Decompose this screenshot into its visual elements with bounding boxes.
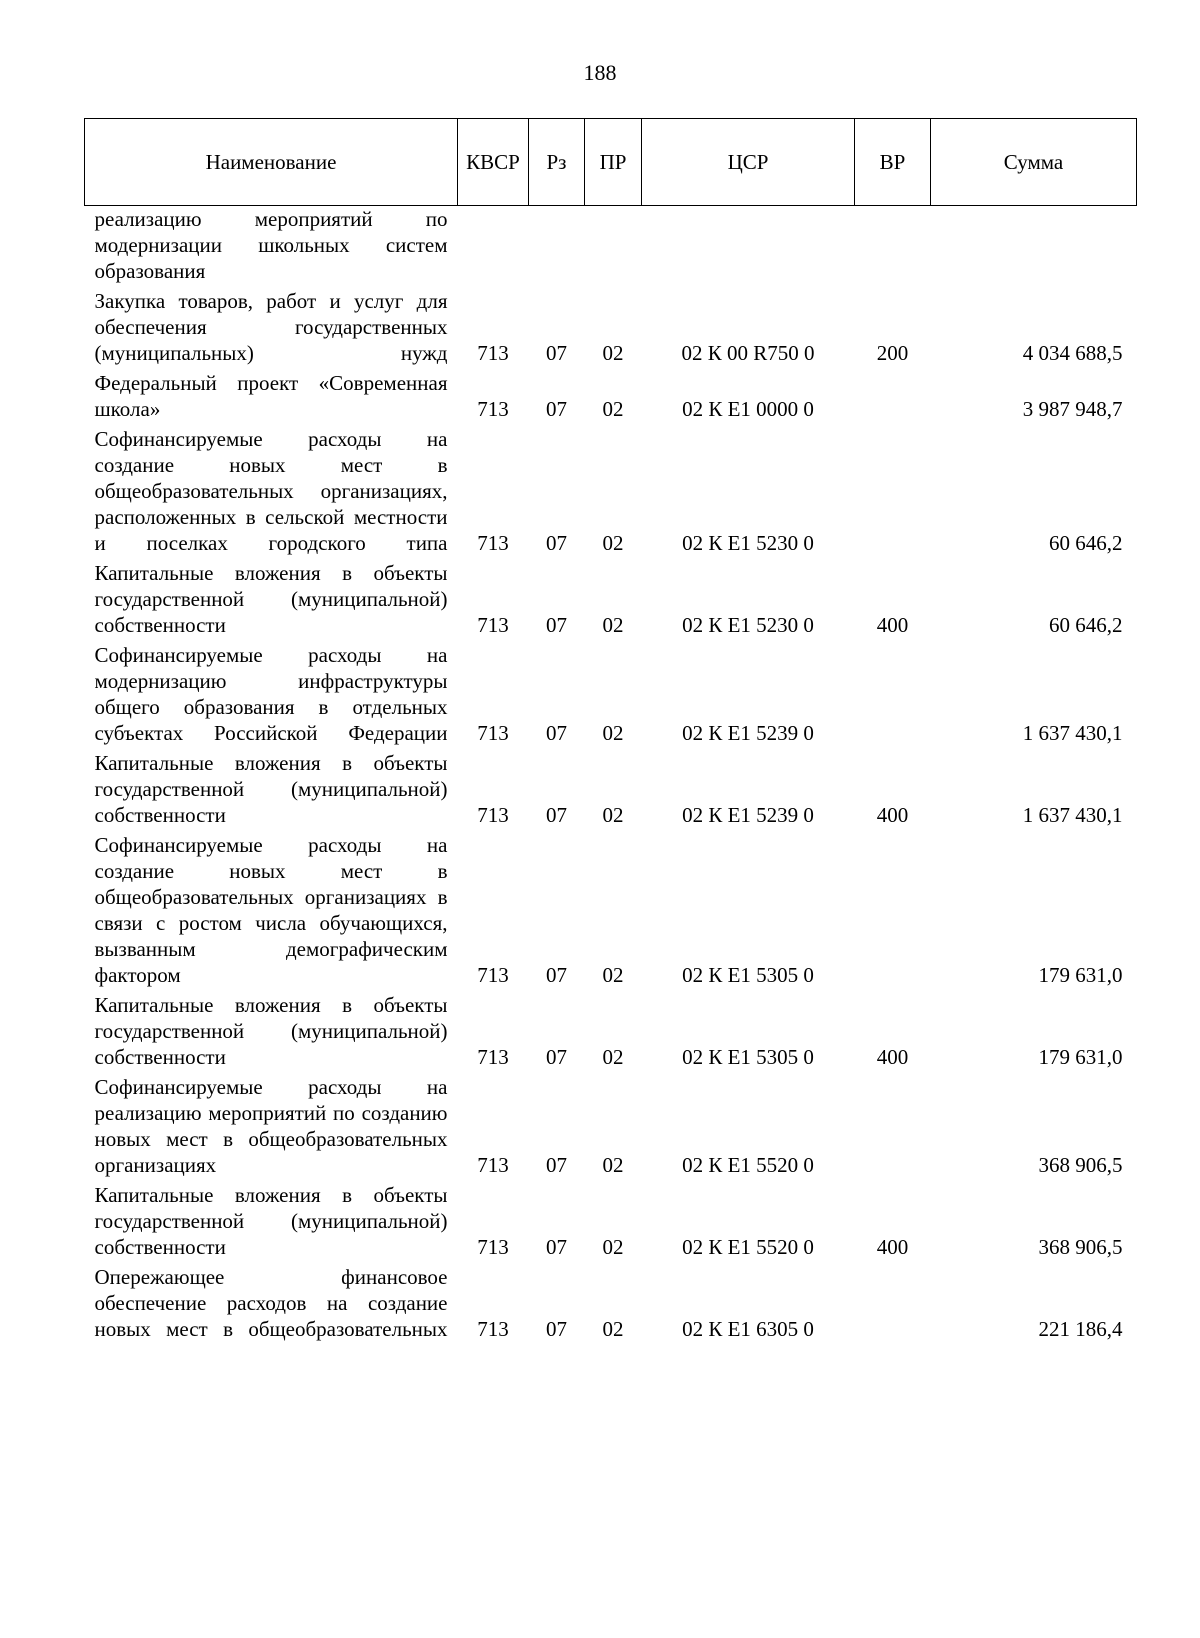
page-number: 188 xyxy=(583,60,617,85)
cell-csr: 02 К 00 R750 0 xyxy=(681,341,815,365)
cell-rz: 07 xyxy=(546,1045,567,1069)
cell-csr: 02 К Е1 5239 0 xyxy=(682,721,814,745)
cell-kvsr: 713 xyxy=(477,803,509,827)
cell-name: Софинансируемые расходы на создание новых мест в общеобразовательных организациях в связи с ростом числа обучающихся, вызванным демографическим фактором xyxy=(94,833,448,987)
cell-csr: 02 К Е1 5520 0 xyxy=(682,1235,814,1259)
header-name: Наименование xyxy=(85,119,458,206)
cell-rz: 07 xyxy=(546,1317,567,1341)
cell-name: Опережающее финансовое обеспечение расходов на создание новых мест в общеобразовательных xyxy=(94,1265,448,1341)
cell-vr: 400 xyxy=(876,1235,909,1259)
cell-pr: 02 xyxy=(602,397,624,421)
cell-name: Софинансируемые расходы на реализацию мероприятий по созданию новых мест в общеобразовательных организациях xyxy=(94,1075,448,1177)
cell-csr: 02 К Е1 5520 0 xyxy=(682,1153,814,1177)
table-row xyxy=(85,992,1137,1074)
cell-rz: 07 xyxy=(546,397,567,421)
cell-kvsr: 713 xyxy=(477,341,509,365)
cell-kvsr: 713 xyxy=(477,1153,509,1177)
cell-pr: 02 xyxy=(602,1317,624,1341)
header-rz: Рз xyxy=(529,119,585,206)
cell-vr: 400 xyxy=(876,613,909,637)
table-row xyxy=(85,426,1137,560)
header-csr: ЦСР xyxy=(642,119,855,206)
cell-vr: 200 xyxy=(876,341,909,365)
table-row xyxy=(85,1182,1137,1264)
header-vr: ВР xyxy=(855,119,931,206)
cell-name: Софинансируемые расходы на создание новых мест в общеобразовательных организациях, расположенных в сельской местности и поселках городского типа xyxy=(94,427,448,555)
cell-csr xyxy=(642,206,855,289)
cell-sum: 221 186,4 xyxy=(1038,1317,1123,1341)
header-sum: Сумма xyxy=(931,119,1137,206)
table-row xyxy=(85,370,1137,426)
cell-rz: 07 xyxy=(546,803,567,827)
cell-rz xyxy=(529,206,585,289)
cell-pr: 02 xyxy=(602,341,624,365)
table-row xyxy=(85,288,1137,370)
cell-sum xyxy=(931,206,1137,289)
cell-csr: 02 К Е1 5230 0 xyxy=(682,613,814,637)
cell-sum: 60 646,2 xyxy=(1049,531,1123,555)
cell-vr xyxy=(855,426,931,560)
cell-vr xyxy=(855,1264,931,1346)
cell-name: Капитальные вложения в объекты государственной (муниципальной) собственности xyxy=(94,561,448,637)
cell-kvsr xyxy=(458,206,529,289)
table-row xyxy=(85,642,1137,750)
cell-rz: 07 xyxy=(546,531,567,555)
cell-rz: 07 xyxy=(546,1153,567,1177)
cell-kvsr: 713 xyxy=(477,531,509,555)
cell-vr xyxy=(855,832,931,992)
cell-kvsr: 713 xyxy=(477,397,509,421)
cell-name: Закупка товаров, работ и услуг для обеспечения государственных (муниципальных) нужд xyxy=(94,289,448,365)
cell-sum: 1 637 430,1 xyxy=(1022,803,1123,827)
cell-kvsr: 713 xyxy=(477,963,509,987)
cell-vr xyxy=(855,206,931,289)
cell-pr: 02 xyxy=(602,531,624,555)
cell-sum: 4 034 688,5 xyxy=(1022,341,1123,365)
cell-pr xyxy=(585,206,642,289)
cell-vr: 400 xyxy=(876,1045,909,1069)
cell-rz: 07 xyxy=(546,613,567,637)
table-row xyxy=(85,1074,1137,1182)
cell-name: Капитальные вложения в объекты государственной (муниципальной) собственности xyxy=(94,751,448,827)
table-row xyxy=(85,750,1137,832)
cell-sum: 179 631,0 xyxy=(1038,963,1123,987)
cell-name: Федеральный проект «Современная школа» xyxy=(94,371,448,421)
cell-csr: 02 К Е1 5305 0 xyxy=(682,1045,814,1069)
cell-pr: 02 xyxy=(602,721,624,745)
cell-rz: 07 xyxy=(546,963,567,987)
header-kvsr: КВСР xyxy=(458,119,529,206)
cell-kvsr: 713 xyxy=(477,613,509,637)
cell-sum: 368 906,5 xyxy=(1038,1235,1123,1259)
cell-pr: 02 xyxy=(602,1045,624,1069)
cell-name: реализацию мероприятий по модернизации школьных систем образования xyxy=(94,207,448,283)
cell-rz: 07 xyxy=(546,341,567,365)
cell-rz: 07 xyxy=(546,721,567,745)
cell-kvsr: 713 xyxy=(477,1317,509,1341)
cell-vr xyxy=(855,370,931,426)
cell-csr: 02 К Е1 5230 0 xyxy=(682,531,814,555)
header-pr: ПР xyxy=(585,119,642,206)
cell-pr: 02 xyxy=(602,803,624,827)
cell-sum: 3 987 948,7 xyxy=(1022,397,1123,421)
cell-name: Капитальные вложения в объекты государственной (муниципальной) собственности xyxy=(94,993,448,1069)
cell-kvsr: 713 xyxy=(477,1045,509,1069)
cell-vr xyxy=(855,1074,931,1182)
cell-pr: 02 xyxy=(602,613,624,637)
cell-csr: 02 К Е1 6305 0 xyxy=(682,1317,814,1341)
table-row xyxy=(85,1264,1137,1346)
cell-pr: 02 xyxy=(602,1153,624,1177)
table-body xyxy=(85,206,1137,1347)
cell-sum: 1 637 430,1 xyxy=(1022,721,1123,745)
cell-name: Софинансируемые расходы на модернизацию инфраструктуры общего образования в отдельных субъектах Российской Федерации xyxy=(94,643,448,745)
cell-csr: 02 К Е1 0000 0 xyxy=(682,397,814,421)
cell-vr xyxy=(855,642,931,750)
table-row xyxy=(85,560,1137,642)
cell-csr: 02 К Е1 5305 0 xyxy=(682,963,814,987)
cell-rz: 07 xyxy=(546,1235,567,1259)
table-row xyxy=(85,832,1137,992)
cell-kvsr: 713 xyxy=(477,721,509,745)
cell-name: Капитальные вложения в объекты государственной (муниципальной) собственности xyxy=(94,1183,448,1259)
table-header xyxy=(85,119,1137,206)
cell-csr: 02 К Е1 5239 0 xyxy=(682,803,814,827)
cell-pr: 02 xyxy=(602,1235,624,1259)
cell-kvsr: 713 xyxy=(477,1235,509,1259)
budget-table xyxy=(84,118,1137,1346)
cell-vr: 400 xyxy=(876,803,909,827)
cell-pr: 02 xyxy=(602,963,624,987)
cell-sum: 368 906,5 xyxy=(1038,1153,1123,1177)
cell-sum: 60 646,2 xyxy=(1049,613,1123,637)
cell-sum: 179 631,0 xyxy=(1038,1045,1123,1069)
table-row xyxy=(85,206,1137,289)
